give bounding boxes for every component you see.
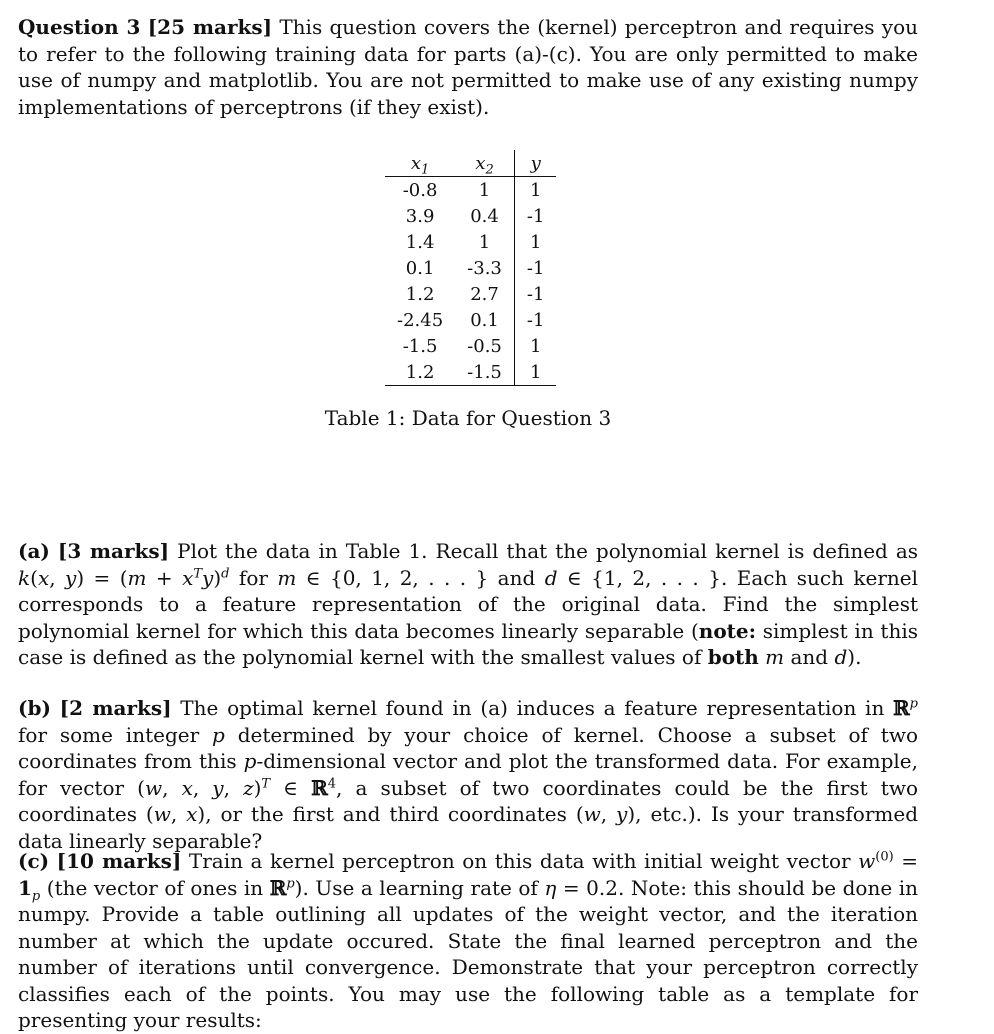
- question-marks: [25 marks]: [147, 15, 273, 39]
- training-data-table: [385, 150, 556, 386]
- kernel-formula: k: [18, 565, 31, 590]
- question-label: Question 3: [18, 15, 141, 39]
- header-y: y: [514, 150, 556, 177]
- header-x1: $x_1$: [385, 150, 455, 177]
- part-c-label: (c): [18, 849, 50, 873]
- table-row: 0.1 -3.3 -1: [385, 255, 556, 281]
- part-a-marks: [3 marks]: [57, 539, 170, 563]
- table-row: -2.45 0.1 -1: [385, 307, 556, 333]
- part-c-marks: [10 marks]: [56, 849, 182, 873]
- header-x2: $x_2$: [455, 150, 514, 177]
- table-row: 1.2 2.7 -1: [385, 281, 556, 307]
- part-a: (a) [3 marks] Plot the data in Table 1. Recall that the polynomial kernel is defined as k(x, $y) = (m + x^Ty)^d$ for m ∈ {0, 1, 2, . . . } and d ∈ {1, 2, . . . }. Each such kernel corresponds to a feature representation of the original data. Find the simplest polynomial kernel for which this data becomes linearly separable (note: simplest in this case is defined as the polynomial kernel with the smallest values of both m and d).: [18, 539, 919, 669]
- table-caption: Table 1: Data for Question 3: [324, 406, 612, 430]
- table-row: 1.2 -1.5 1: [385, 359, 556, 386]
- question-intro: [18, 14, 918, 120]
- part-b-label: (b): [18, 696, 51, 720]
- table-header-row: [385, 150, 556, 177]
- part-c: (c) [10 marks] Train a kernel perceptron on this data with initial weight vector $w^{(0)} = 1_p$ (the vector of ones in ℝ$^p$). Use a learning rate of η = 0.2. Note: this should be done in numpy. Provide a table outlining all updates of the weight vector, and the iteration number at which the update occured. State the final learned perceptron and the number of iterations until convergence. Demonstrate that your perceptron correctly classifies each of the points. You may use the following table as a template for presenting your results:: [18, 849, 919, 1032]
- part-a-label: (a): [18, 539, 50, 563]
- table-row: 3.9 0.4 -1: [385, 203, 556, 229]
- table-row: -0.8 1 1: [385, 177, 556, 204]
- question-intro-text: This question covers the (kernel) perceptron and requires you to refer to the following training data for parts (a)-(c). You are only permitted to make use of numpy and matplotlib. You are not permitted to make use of any existing numpy implementations of perceptrons (if they exist).: [18, 15, 919, 119]
- table-row: 1.4 1 1: [385, 229, 556, 255]
- table-row: -1.5 -0.5 1: [385, 333, 556, 359]
- part-b-marks: [2 marks]: [59, 696, 172, 720]
- part-b: (b) [2 marks] The optimal kernel found in (a) induces a feature representation in ℝ$^p$ for some integer p determined by your choice of kernel. Choose a subset of two coordinates from this p-dimensional vector and plot the transformed data. For example, for vector (w, x, y, z)$^T$ ∈ ℝ$^4$, a subset of two coordinates could be the first two coordinates (w, x), or the first and third coordinates (w, y), etc.). Is your transformed data linearly separable?: [18, 696, 919, 853]
